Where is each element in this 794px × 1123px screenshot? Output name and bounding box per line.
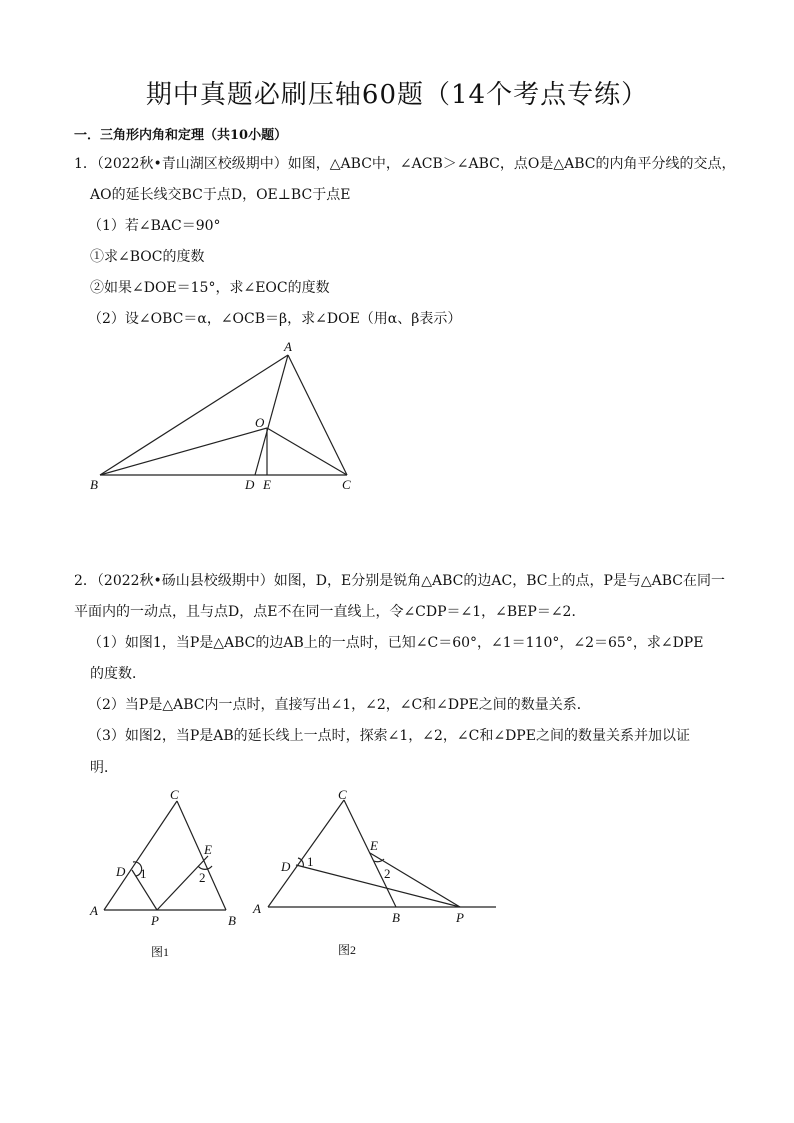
- fig1-angle2-number: 2: [199, 870, 206, 885]
- q1-stem-line2: AO的延长线交BC于点D，OE⊥BC于点E: [90, 187, 351, 203]
- fig1-angle1-number: 1: [140, 866, 147, 881]
- fig1-label-p: P: [151, 913, 159, 928]
- q2-part3-line2: 明．: [90, 760, 118, 776]
- fig2-angle1-number: 1: [307, 854, 314, 869]
- label-c: C: [342, 477, 351, 492]
- label-o: O: [255, 415, 265, 430]
- q1-part1a: ①求∠BOC的度数: [90, 249, 205, 265]
- label-d: D: [245, 477, 255, 492]
- label-b: B: [90, 477, 98, 492]
- fig2-angle2-number: 2: [384, 866, 391, 881]
- section-heading: 一．三角形内角和定理（共10小题）: [74, 128, 288, 143]
- q1-part2: （2）设∠OBC＝α，∠OCB＝β，求∠DOE（用α、β表示）: [88, 311, 462, 327]
- q2-part3-line1: （3）如图2，当P是AB的延长线上一点时，探索∠1，∠2，∠C和∠DPE之间的数量关系并加以证: [88, 728, 690, 744]
- fig1-label-c: C: [170, 787, 179, 802]
- q1-part1: （1）若∠BAC＝90°: [88, 218, 221, 234]
- fig1-segment-bc: [177, 801, 226, 910]
- label-a: A: [284, 339, 292, 354]
- fig2-angle2-arc: [374, 859, 384, 862]
- fig1-label-a: A: [90, 903, 98, 918]
- q2-part1-line2: 的度数．: [90, 666, 146, 682]
- q1-part1b: ②如果∠DOE＝15°，求∠EOC的度数: [90, 280, 330, 296]
- fig1-label-b: B: [228, 913, 236, 928]
- q2-part1-line1: （1）如图1，当P是△ABC的边AB上的一点时，已知∠C＝60°，∠1＝110°，∠2＝65°，求∠DPE: [88, 635, 704, 651]
- fig1-caption: 图1: [151, 945, 170, 959]
- fig1-label-e: E: [204, 842, 212, 857]
- q2-stem-line1: 2．（2022秋•砀山县校级期中）如图，D，E分别是锐角△ABC的边AC，BC上的点，P是与△ABC在同一: [74, 573, 726, 589]
- fig2-label-d: D: [281, 859, 291, 874]
- q1-stem-line1: 1．（2022秋•青山湖区校级期中）如图，△ABC中，∠ACB＞∠ABC，点O是△ABC的内角平分线的交点，: [74, 156, 736, 172]
- fig2-label-p: P: [456, 910, 464, 925]
- fig2-caption: 图2: [338, 943, 357, 957]
- fig2-segment-ac: [268, 800, 344, 907]
- fig2-label-b: B: [392, 910, 400, 925]
- fig2-label-a: A: [253, 901, 261, 916]
- label-e: E: [263, 477, 271, 492]
- figure-2: [268, 800, 496, 907]
- fig1-angle2-arc: [198, 866, 212, 869]
- page-title: 期中真题必刷压轴60题（14个考点专练）: [145, 80, 649, 110]
- fig1-label-d: D: [116, 864, 126, 879]
- q2-stem-line2: 平面内的一动点，且与点D，点E不在同一直线上，令∠CDP＝∠1，∠BEP＝∠2．: [74, 604, 586, 620]
- q2-part2: （2）当P是△ABC内一点时，直接写出∠1，∠2，∠C和∠DPE之间的数量关系．: [88, 697, 591, 713]
- fig2-label-c: C: [338, 787, 347, 802]
- fig1-segment-ac: [104, 801, 177, 910]
- fig2-label-e: E: [370, 838, 378, 853]
